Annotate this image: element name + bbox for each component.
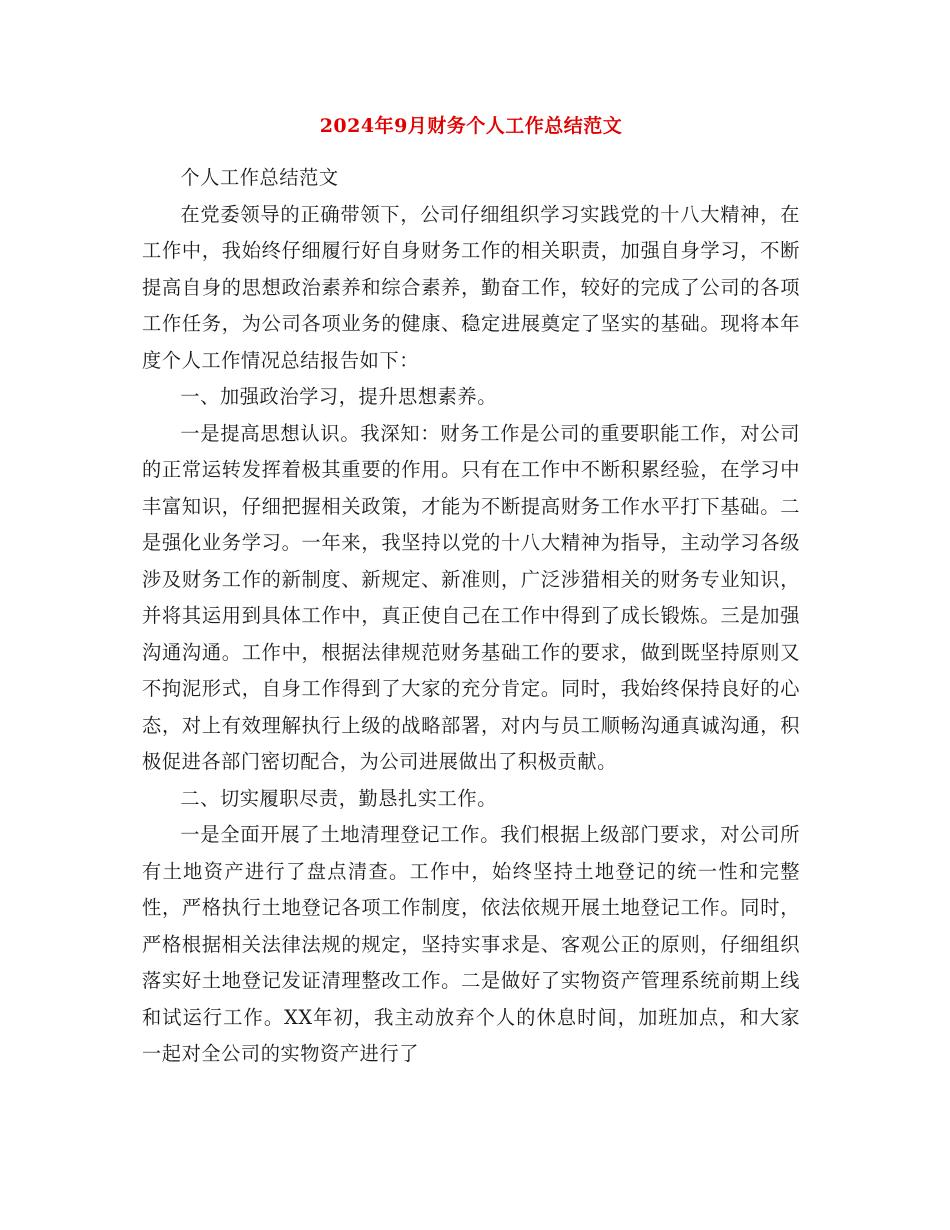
paragraph-section-1-body: 一是提高思想认识。我深知：财务工作是公司的重要职能工作，对公司的正常运转发挥着极其重要的作用。只有在工作中不断积累经验，在学习中丰富知识，仔细把握相关政策，才能为不断提高财务工作水平打下基础。二是强化业务学习。一年来，我坚持以党的十八大精神为指导，主动学习各级涉及财务工作的新制度、新规定、新准则，广泛涉猎相关的财务专业知识，并将其运用到具体工作中，真正使自己在工作中得到了成长锻炼。三是加强沟通沟通。工作中，根据法律规范财务基础工作的要求，做到既坚持原则又不拘泥形式，自身工作得到了大家的充分肯定。同时，我始终保持良好的心态，对上有效理解执行上级的战略部署，对内与员工顺畅沟通真诚沟通，积极促进各部门密切配合，为公司进展做出了积极贡献。 xyxy=(142,421,800,773)
section-heading-1: 一、加强政治学习，提升思想素养。 xyxy=(180,385,497,408)
paragraph-subtitle: 个人工作总结范文 xyxy=(180,166,339,189)
section-heading-2: 二、切实履职尽责，勤恳扎实工作。 xyxy=(180,786,497,810)
paragraph-intro: 在党委领导的正确带领下，公司仔细组织学习实践党的十八大精神，在工作中，我始终仔细履行好自身财务工作的相关职责，加强自身学习，不断提高自身的思想政治素养和综合素养，勤奋工作，较好的完成了公司的各项工作任务，为公司各项业务的健康、稳定进展奠定了坚实的基础。现将本年度个人工作情况总结报告如下： xyxy=(142,202,800,372)
document-title: 2024年9月财务个人工作总结范文 xyxy=(319,115,623,137)
paragraph-section-2-body: 一是全面开展了土地清理登记工作。我们根据上级部门要求，对公司所有土地资产进行了盘点清查。工作中，始终坚持土地登记的统一性和完整性，严格执行土地登记各项工作制度，依法依规开展土地登记工作。同时，严格根据相关法律法规的规定，坚持实事求是、客观公正的原则，仔细组织落实好土地登记发证清理整改工作。二是做好了实物资产管理系统前期上线和试运行工作。XX年初，我主动放弃个人的休息时间，加班加点，和大家一起对全公司的实物资产进行了 xyxy=(142,823,800,1065)
